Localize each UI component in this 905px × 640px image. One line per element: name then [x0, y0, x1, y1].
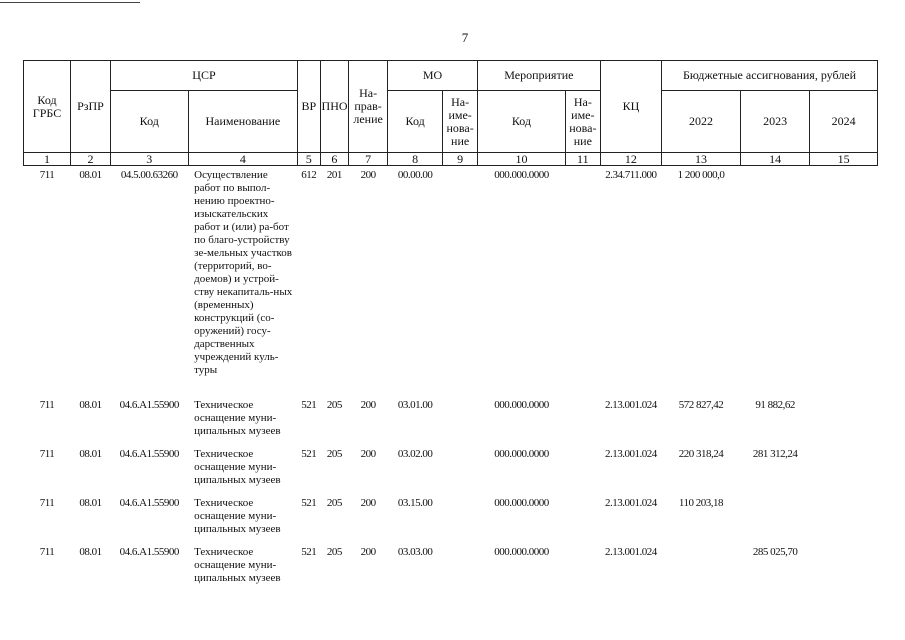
header-budget: Бюджетные ассигнования, рублей: [662, 61, 878, 91]
cell-2023: 91 882,62: [755, 398, 795, 411]
cell-mo-name: [443, 399, 478, 448]
header-csr-name: Наименование: [188, 91, 297, 153]
cell-csr: 04.6.A1.55900: [119, 398, 179, 411]
col-number: 9: [443, 153, 478, 166]
col-number: 11: [565, 153, 600, 166]
cell-csr: 04.6.A1.55900: [119, 545, 179, 558]
header-csr-kod: Код: [110, 91, 188, 153]
cell-grbs: 711: [39, 496, 55, 509]
col-number: 4: [188, 153, 297, 166]
cell-napr: 200: [360, 496, 376, 509]
cell-napr: 200: [360, 169, 376, 181]
cell-mo: 03.01.00: [397, 398, 433, 411]
header-kod-grbs: Код ГРБС: [24, 61, 71, 153]
cell-kc: 2.13.001.024: [605, 398, 657, 411]
cell-grbs: 711: [39, 398, 55, 411]
table-row: [24, 448, 878, 497]
table-row: [24, 166, 878, 399]
cell-2024: [810, 166, 878, 399]
header-2022: 2022: [662, 91, 741, 153]
cell-rzpr: 08.01: [79, 545, 102, 558]
cell-mer-name: [565, 497, 600, 546]
cell-mer: 000.000.0000: [494, 169, 549, 181]
cell-name: Техническое оснащение муни-ципальных музеев: [194, 545, 281, 584]
cell-mo: 03.15.00: [397, 496, 433, 509]
cell-mo: 03.02.00: [397, 447, 433, 460]
cell-vr: 612: [301, 169, 317, 181]
cell-2024: [810, 448, 878, 497]
col-number: 12: [600, 153, 661, 166]
col-number: 1: [24, 153, 71, 166]
cell-grbs: 711: [39, 447, 55, 460]
header-kc: КЦ: [600, 61, 661, 153]
cell-vr: 521: [301, 398, 317, 411]
column-number-row: [24, 153, 878, 166]
cell-mer-name: [565, 399, 600, 448]
header-napravlenie: На-прав-ление: [349, 61, 388, 153]
cell-name: Техническое оснащение муни-ципальных музеев: [194, 496, 281, 535]
cell-mer-name: [565, 448, 600, 497]
cell-2024: [810, 546, 878, 591]
budget-table: [23, 60, 878, 591]
header-rzpr: РзПР: [71, 61, 111, 153]
cell-grbs: 711: [39, 169, 55, 181]
cell-pno: 201: [326, 169, 342, 181]
cell-rzpr: 08.01: [79, 169, 102, 181]
cell-2023: 285 025,70: [752, 545, 798, 558]
cell-mer-name: [565, 546, 600, 591]
col-number: 14: [740, 153, 810, 166]
cell-rzpr: 08.01: [79, 496, 102, 509]
cell-mo-name: [443, 497, 478, 546]
cell-napr: 200: [360, 447, 376, 460]
cell-2023: [740, 497, 810, 546]
cell-name: Осуществление работ по выпол-нению проектно-изыскательских работ и (или) ра-бот по благо-устройству зе-мельных участков (территорий, во-доемов) и устрой-ству некапиталь-ных (временных) конструкций (со-оружений) госу-дарственных учреждений куль-туры: [194, 169, 293, 376]
page-number: 7: [461, 30, 469, 45]
cell-kc: 2.34.711.000: [605, 169, 657, 181]
cell-kc: 2.13.001.024: [605, 545, 657, 558]
cell-mer: 000.000.0000: [494, 398, 549, 411]
header-mer-name: На-име-нова-ние: [565, 91, 600, 153]
cell-2024: [810, 399, 878, 448]
col-number: 8: [388, 153, 443, 166]
cell-mer: 000.000.0000: [494, 545, 549, 558]
cell-mo-name: [443, 448, 478, 497]
cell-mo: 03.03.00: [397, 545, 433, 558]
col-number: 6: [320, 153, 349, 166]
header-mo: МО: [388, 61, 478, 91]
cell-pno: 205: [326, 496, 342, 509]
col-number: 3: [110, 153, 188, 166]
cell-mer-name: [565, 166, 600, 399]
col-number: 2: [71, 153, 111, 166]
cell-kc: 2.13.001.024: [605, 447, 657, 460]
cell-csr: 04.6.A1.55900: [119, 447, 179, 460]
cell-csr: 04.5.00.63260: [120, 169, 178, 181]
cell-name: Техническое оснащение муни-ципальных музеев: [194, 447, 281, 486]
header-mo-kod: Код: [388, 91, 443, 153]
cell-2022: [662, 546, 741, 591]
cell-mo-name: [443, 546, 478, 591]
col-number: 10: [478, 153, 566, 166]
cell-mo: 00.00.00: [397, 169, 433, 181]
header-csr: ЦСР: [110, 61, 297, 91]
table-row: [24, 546, 878, 591]
col-number: 15: [810, 153, 878, 166]
cell-2022: 1 200 000,0: [677, 169, 725, 181]
cell-napr: 200: [360, 545, 376, 558]
header-2024: 2024: [810, 91, 878, 153]
cell-rzpr: 08.01: [79, 398, 102, 411]
header-mo-name: На-име-нова-ние: [443, 91, 478, 153]
header-pno: ПНО: [320, 61, 349, 153]
header-vr: ВР: [298, 61, 320, 153]
cell-napr: 200: [360, 398, 376, 411]
cell-mo-name: [443, 166, 478, 399]
cell-2023: [740, 166, 810, 399]
cell-kc: 2.13.001.024: [605, 496, 657, 509]
table-row: [24, 399, 878, 448]
cell-pno: 205: [326, 398, 342, 411]
header-2023: 2023: [740, 91, 810, 153]
col-number: 13: [662, 153, 741, 166]
cell-vr: 521: [301, 447, 317, 460]
cell-2022: 220 318,24: [678, 447, 724, 460]
cell-grbs: 711: [39, 545, 55, 558]
cell-rzpr: 08.01: [79, 447, 102, 460]
cell-2024: [810, 497, 878, 546]
cell-mer: 000.000.0000: [494, 447, 549, 460]
col-number: 5: [298, 153, 320, 166]
header-mer-kod: Код: [478, 91, 566, 153]
cell-2023: 281 312,24: [752, 447, 798, 460]
cell-pno: 205: [326, 545, 342, 558]
col-number: 7: [349, 153, 388, 166]
cell-pno: 205: [326, 447, 342, 460]
cell-2022: 110 203,18: [678, 496, 723, 509]
cell-csr: 04.6.A1.55900: [119, 496, 179, 509]
table-row: [24, 497, 878, 546]
cell-vr: 521: [301, 545, 317, 558]
cell-mer: 000.000.0000: [494, 496, 549, 509]
header-meropriyatie: Мероприятие: [478, 61, 601, 91]
cell-name: Техническое оснащение муни-ципальных музеев: [194, 398, 281, 437]
cell-2022: 572 827,42: [678, 398, 724, 411]
cell-vr: 521: [301, 496, 317, 509]
top-rule: [0, 2, 140, 3]
